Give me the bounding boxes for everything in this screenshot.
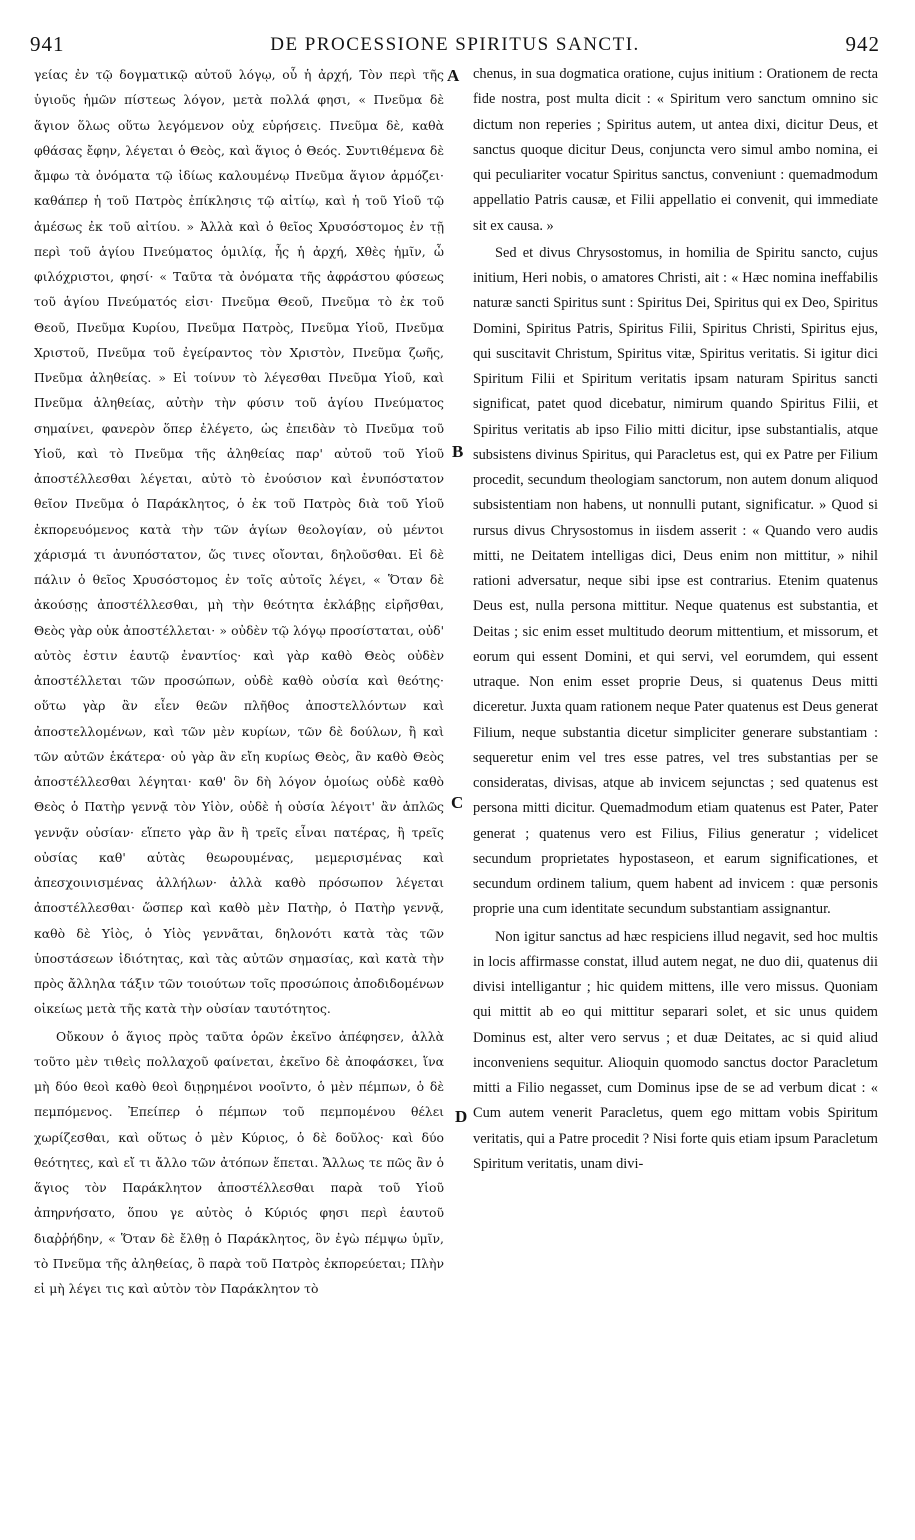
latin-paragraph: Non igitur sanctus ad hæc respiciens illud negavit, sed hoc multis in locis affirmasse constat, illud autem negat, ne duo dii, quatenus dii divisi intelligantur ; hic quidem mittens, ille vero missus. Quoniam qui mittit ab eo qui mittitur separari solet, et sic unus quidem Dominus est, alter vero servus ; et duæ Deitates, ac si quid aliud inconveniens sequitur. Alioquin quomodo sanctus doctor Paracletum mitti a Filio negasset, cum Dominus ipse de se ad verbum dicat : « Cum autem venerit Paracletus, quem ego mittam vobis Spiritum veritatis, qui a Patre procedit ? Nisi forte quis etiam ipsum Paracletum Spiritum veritatis, unam divi- (473, 928, 878, 1172)
margin-marker-d: D (455, 1107, 468, 1126)
greek-paragraph: Οὔκουν ὁ ἅγιος πρὸς ταῦτα ὁρῶν ἐκεῖνο ἀπέφησεν, ἀλλὰ τοῦτο μὲν τιθεὶς πολλαχοῦ φαίνεται, ἐκεῖνο δὲ ἀποφάσκει, ἵνα μὴ δύο θεοὶ καθὸ θεοὶ διῃρημένοι νοοῖντο, ὁ μὲν πέμπων, ὁ δὲ πεμπόμενος. Ἐπείπερ ὁ πέμπων τοῦ πεμπομένου θέλει χωρίζεσθαι, καὶ οὕτως ὁ μὲν Κύριος, ὁ δὲ δοῦλος· καὶ δύο θεότητες, καὶ εἴ τι ἄλλο τῶν ἀτόπων ἕπεται. Ἄλλως τε πῶς ἂν ὁ ἅγιος τὸν Παράκλητον ἀποστέλλεσθαι παρὰ τοῦ Υἱοῦ ἀπηρνήσατο, ὅπου γε αὐτὸς ὁ Κύριός φησι περὶ ἑαυτοῦ διαῤῥήδην, « Ὅταν δὲ ἔλθῃ ὁ Παράκλητος, ὃν ἐγὼ πέμψω ὑμῖν, τὸ Πνεῦμα τῆς ἀληθείας, ὃ παρὰ τοῦ Πατρὸς ἐκπορεύεται; Πλὴν εἰ μὴ λέγει τις καὶ αὐτὸν τὸν Παράκλητον τὸ (34, 1028, 444, 1296)
page-number-right: 942 (845, 32, 880, 56)
margin-marker-c: C (451, 793, 464, 812)
running-header (30, 32, 880, 56)
latin-paragraph: chenus, in sua dogmatica oratione, cujus initium : Orationem de recta fide nostra, post multa dicit : « Spiritum vero sanctum omnino sic dictum non reperies ; Spiritus autem, ut antea dixi, dicitur Deus, et sanctus quoque dicitur Deus, conjuncta vero simul ambo nomina, ei qui peculiariter vocatur Spiritus sanctus, conveniunt : quemadmodum appellatio Patris causæ, et Filii appellatio ei convenit, qui immediate sit ex causa. » (473, 66, 878, 234)
latin-text-column (473, 62, 878, 1528)
margin-marker-a: A (447, 66, 460, 85)
running-title: DE PROCESSIONE SPIRITUS SANCTI. (270, 34, 640, 55)
page-number-left: 941 (30, 32, 65, 56)
latin-paragraph: Sed et divus Chrysostomus, in homilia de Spiritu sancto, cujus initium, Heri nobis, o amatores Christi, ait : « Hæc nomina ineffabilis naturæ sancti Spiritus sunt : Spiritus Dei, Spiritus qui ex Deo, Spiritus Domini, Spiritus Patris, Spiritus Filii, Spiritus Christi, Spiritus ejus, qui suscitavit Christum, Spiritus vitæ, Spiritus veritatis. Si igitur dici Spiritum Filii et Spiritum veritatis ipsam naturam Spiritus sancti significat, patet quod dicebatur, nimirum quando Spiritus Filii, et Spiritus veritatis ab ipso Filio mitti dicitur, ipse substantialis, atque subsistens divinus Spiritus, qui Paracletus est, qui ex Patre per Filium procedit, secundum theologiam sanctorum, non autem donum aliquod subsistentiam non habens, ut nonnulli putant, significatur. » Quod si rursus divus Chrysostomus in iisdem asserit : « Quando vero audis mitti, ne Deitatem intelligas dici, Deus enim non mittitur, » nihil rationi adversatur, neque sibi ipse est contrarius. Etenim quatenus Deus est, nulla persona mittitur. Neque quatenus est substantia, et Deitas ; sic enim esset multitudo deorum mittentium, et missorum, et eorum qui essent Domini, et qui servi, vel eorumdem, qui essent utraque. Non enim esset proprie Deus, si quatenus Deus mitti diceretur. Juxta quam rationem neque Pater quatenus est Deus generat Filium, neque substantia dicetur simpliciter generare substantiam : sequeretur enim vel tres esse patres, vel tres substantias per se consideratas, divisas, atque ab invicem sejunctas ; sed quatenus est persona mitti dicitur. Quemadmodum etiam quatenus est Pater, Pater generat ; quatenus vero est Filius, Filius generatur ; videlicet secundum proprietates hypostaseon, et earum significationes, et secundum ordinem talium, quem habent ad invicem : quæ personis proprie una cum identitate secundum substantiam assignantur. (473, 244, 878, 918)
greek-paragraph: γείας ἐν τῷ δογματικῷ αὐτοῦ λόγῳ, οὗ ἡ ἀρχή, Τὸν περὶ τῆς ὑγιοῦς ἡμῶν πίστεως λόγον, μετὰ πολλά φησι, « Πνεῦμα δὲ ἅγιον ὅλως οὕτω λεγόμενον οὐχ εὑρήσεις. Πνεῦμα δὲ, καθὰ φθάσας ἔφην, λέγεται ὁ Θεὸς, καὶ ἅγιος ὁ Θεός. Συντιθέμενα δὲ ἄμφω τὰ ὀνόματα τῷ ἰδίως καλουμένῳ Πνεῦμα ἅγιον ἁρμόζει· καθάπερ ἡ τοῦ Πατρὸς ἐπίκλησις τῷ αἰτίῳ, καὶ ἡ τοῦ Υἱοῦ τῷ ἀμέσως ἐκ τοῦ αἰτίου. » Ἀλλὰ καὶ ὁ θεῖος Χρυσόστομος ἐν τῇ περὶ τοῦ ἁγίου Πνεύματος ὁμιλίᾳ, ἧς ἡ ἀρχή, Χθὲς ἡμῖν, ὦ φιλόχριστοι, φησί· « Ταῦτα τὰ ὀνόματα τῆς ἀφράστου φύσεως τοῦ ἁγίου Πνεύματός εἰσι· Πνεῦμα Θεοῦ, Πνεῦμα τὸ ἐκ τοῦ Θεοῦ, Πνεῦμα Κυρίου, Πνεῦμα Πατρὸς, Πνεῦμα Υἱοῦ, Πνεῦμα Χριστοῦ, Πνεῦμα τοῦ ἐγείραντος τὸν Χριστὸν, Πνεῦμα ζωῆς, Πνεῦμα ἀληθείας. » Εἰ τοίνυν τὸ λέγεσθαι Πνεῦμα Υἱοῦ, καὶ Πνεῦμα ἀληθείας, αὐτὴν τὴν φύσιν τοῦ ἁγίου Πνεύματος σημαίνει, φανερὸν ὅπερ ἐλέγετο, ὡς ἐπειδὰν τὸ Πνεῦμα τοῦ Υἱοῦ, καὶ τὸ Πνεῦμα τῆς ἀληθείας παρ' αὐτοῦ τοῦ Υἱοῦ ἀποστέλλεσθαι λέγεται, αὐτὸ τὸ ἐνούσιον καὶ ἐνυπόστατον θεῖον Πνεῦμα ὁ Παράκλητος, ὁ ἐκ τοῦ Πατρὸς διὰ τοῦ Υἱοῦ ἐκπορευόμενος κατὰ τὴν τῶν ἁγίων θεολογίαν, οὐ μέντοι χάρισμά τι ἀνυπόστατον, ὥς τινες οἴονται, δηλοῦσθαι. Εἰ δὲ πάλιν ὁ θεῖος Χρυσόστομος ἐν τοῖς αὐτοῖς λέγει, « Ὅταν δὲ ἀκούσῃς ἀποστέλλεσθαι, μὴ τὴν θεότητα ἐκλάβῃς εἰρῆσθαι, Θεὸς γὰρ οὐκ ἀποστέλλεται· » οὐδὲν τῷ λόγῳ προσίσταται, οὐδ' αὐτὸς ἐστιν ἑαυτῷ ἐναντίος· καὶ γὰρ καθὸ Θεὸς οὐδὲν ἀποστέλλεται τῶν προσώπων, οὐδὲ καθὸ οὐσία καὶ θεότης· οὕτω γὰρ ἂν εἶεν θεῶν πλῆθος ἀποστελλόντων καὶ ἀποστελλομένων, καὶ τῶν μὲν κυρίων, τῶν δὲ δούλων, ἢ καὶ τῶν αὐτῶν ἑκάτερα· οὐ γὰρ ἂν εἴη κυρίως Θεὸς, ἂν καθὸ Θεὸς ἀποστέλλεσθαι λέγηται· καθ' ὃν δὴ λόγον ὁμοίως οὐδὲ καθὸ Θεὸς ὁ Πατὴρ γεννᾷ τὸν Υἱὸν, οὐδὲ ἡ οὐσία λέγοιτ' ἂν ἁπλῶς γεννᾷν οὐσίαν· εἵπετο γὰρ ἂν ἢ τρεῖς εἶναι πατέρας, ἢ τρεῖς οὐσίας καθ' αὑτὰς θεωρουμένας, μεμερισμένας καὶ ἀπεσχοινισμένας ἀλλήλων· ἀλλὰ καθὸ πρόσωπον λέγεται ἀποστέλλεσθαι· ὥσπερ καὶ καθὸ μὲν Πατὴρ, ὁ Πατὴρ γεννᾷ, καθὸ δὲ Υἱὸς, ὁ Υἱὸς γεννᾶται, δηλονότι κατὰ τὰς τῶν ὑποστάσεων ἰδιότητας, καὶ τὰς αὐτῶν σημασίας, καὶ κατὰ τὴν πρὸς ἄλληλα τάξιν τῶν τοιούτων τοῖς προσώποις ἀποδιδομένων οἰκείως μετὰ τῆς κατὰ τὴν οὐσίαν ταυτότητος. (34, 67, 444, 1017)
greek-text-column (34, 62, 444, 1528)
margin-marker-b: B (452, 442, 464, 461)
